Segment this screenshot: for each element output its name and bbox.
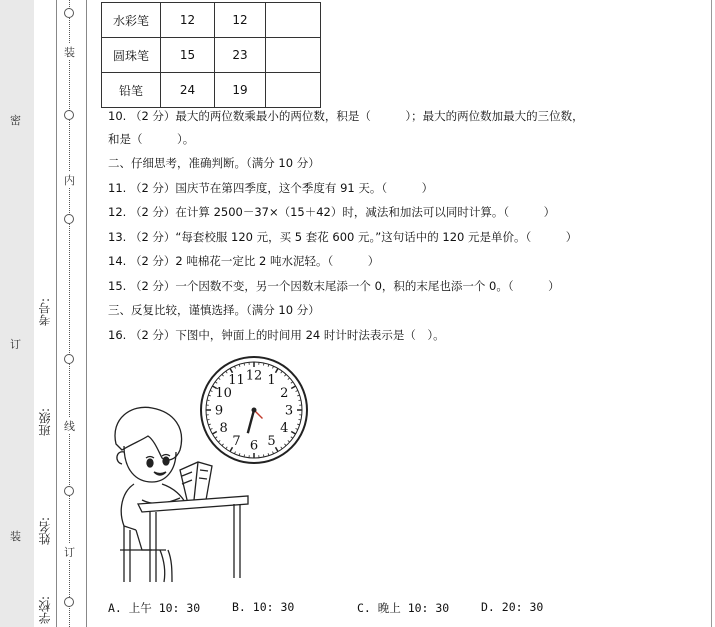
page-border [711,0,712,627]
clock-number: 1 [267,373,276,389]
clock-number: 12 [245,368,263,384]
question-11: 11. （2 分）国庆节在第四季度，这个季度有 91 天。（ ） [108,181,434,195]
clock-tick [263,363,264,365]
question-10-cont: 和是（ ）。 [108,132,195,146]
binding-margin [0,0,34,627]
binding-hole [64,214,74,224]
binding-hole [64,597,74,607]
clock-number: 8 [219,421,228,436]
class-label: 班级: [38,408,52,437]
table-cell: 水彩笔 [102,3,161,38]
question-14: 14. （2 分）2 吨棉花一定比 2 吨水泥轻。（ ） [108,254,380,268]
stationery-table [101,2,321,108]
clock-number: 3 [284,403,294,419]
margin-char: 装 [10,530,21,543]
table-cell: 15 [161,38,215,73]
clock-tick [244,363,245,365]
section-heading: 三、反复比较，谨慎选择。（满分 10 分） [108,303,320,317]
question-12: 12. （2 分）在计算 2500－37×（15＋42）时，减法和加法可以同时计算。（ ） [108,205,556,219]
table-cell: 铅笔 [102,73,161,108]
school-label: 学校: [38,596,52,625]
option-d[interactable]: D. 20: 30 [481,600,544,614]
question-16: 16. （2 分）下图中，钟面上的时间用 24 时计时法表示是（ ）。 [108,328,445,342]
bind-label: 线 [64,420,75,433]
option-a[interactable]: A. 上午 10: 30 [108,601,201,615]
clock-center [252,408,257,413]
clock-tick [263,455,264,457]
margin-rule [86,0,87,627]
question-15: 15. （2 分）一个因数不变，另一个因数末尾添一个 0，积的末尾也添一个 0。（ ） [108,279,560,293]
child-reading-illustration [102,400,252,585]
table-cell: 24 [161,73,215,108]
option-c[interactable]: C. 晚上 10: 30 [357,601,450,615]
clock-number: 6 [249,438,259,454]
margin-char: 密 [10,114,21,127]
table-cell [266,73,321,108]
bind-label: 装 [64,46,75,59]
clock-number: 5 [267,433,276,449]
clock-number: 9 [214,403,224,419]
clock-number: 7 [232,433,241,449]
bind-label: 内 [64,174,75,187]
table-cell [266,38,321,73]
dotted-cut-line [69,0,70,627]
section-heading: 二、仔细思考，准确判断。（满分 10 分） [108,156,320,170]
clock-tick [299,400,301,401]
table-cell [266,3,321,38]
clock-number: 2 [280,386,289,401]
clock-number: 10 [215,386,232,401]
binding-hole [64,486,74,496]
clock-number: 4 [280,421,289,436]
table-cell: 圆珠笔 [102,38,161,73]
table-cell: 19 [215,73,266,108]
exam-number-label: 考号: [38,298,52,327]
clock-tick [299,419,301,420]
table-row [102,73,321,108]
table-cell: 12 [161,3,215,38]
binding-hole [64,8,74,18]
margin-rule [56,0,57,627]
name-label: 姓名: [38,517,52,546]
clock-number: 11 [228,373,245,389]
table-row [102,38,321,73]
margin-char: 订 [10,338,21,351]
option-b[interactable]: B. 10: 30 [232,600,295,614]
table-cell: 23 [215,38,266,73]
question-13: 13. （2 分）“每套校服 120 元，买 5 套花 600 元。”这句话中的 120 元是单价。（ ） [108,230,578,244]
table-cell: 12 [215,3,266,38]
binding-hole [64,354,74,364]
question-10: 10. （2 分）最大的两位数乘最小的两位数，积是（ ）；最大的两位数加最大的三位数， [108,109,584,123]
binding-hole [64,110,74,120]
table-row [102,3,321,38]
bind-label: 订 [64,546,75,559]
